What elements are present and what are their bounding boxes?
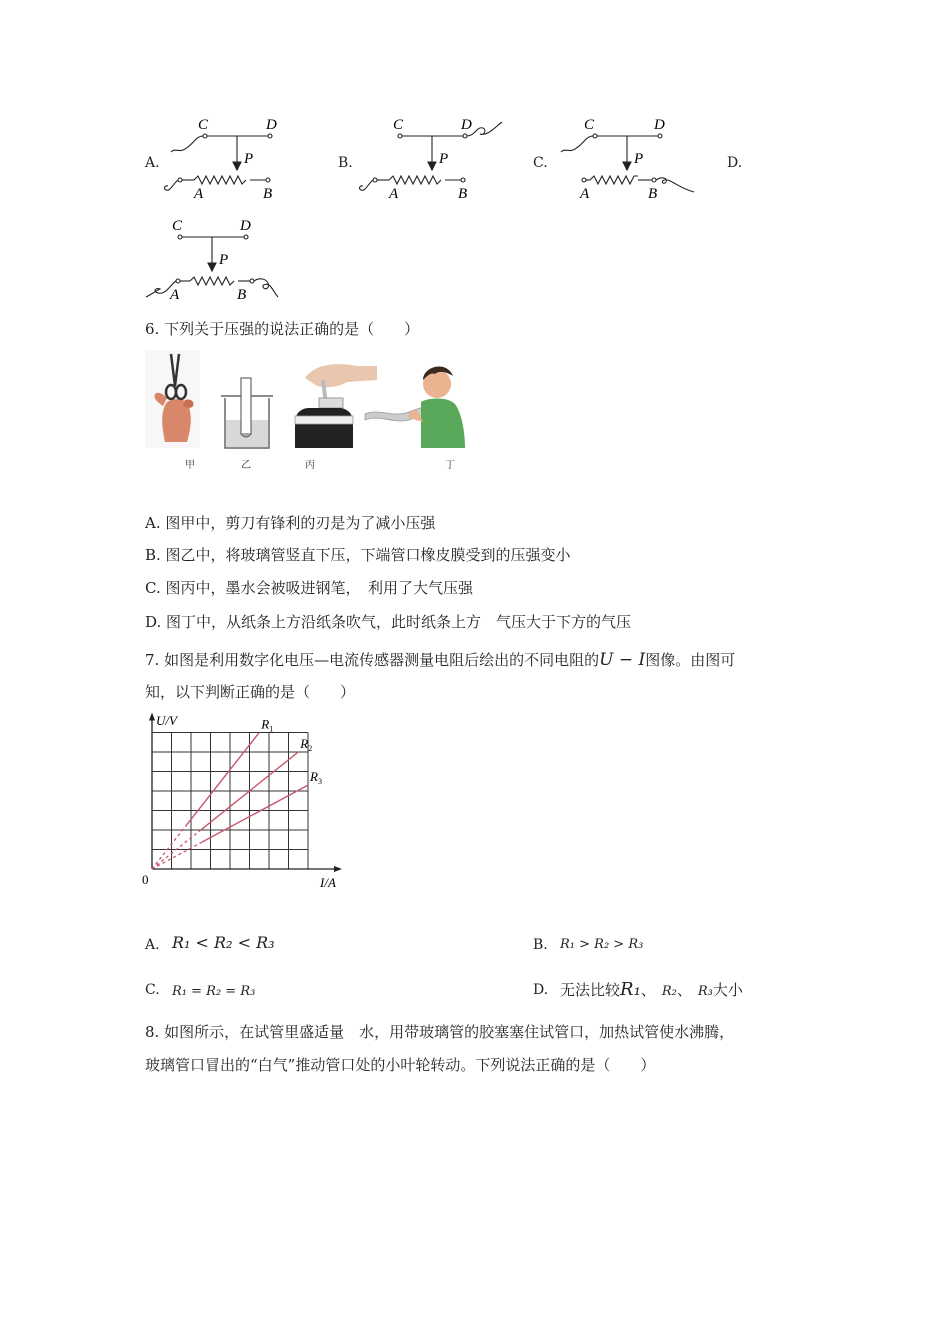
q7-option-d-text-b: 大小 — [712, 981, 743, 999]
q7-option-d-sep2: 、 — [676, 981, 692, 999]
series-label-r3: $R_3$ — [310, 769, 322, 787]
q6-option-a: A. 图甲中，剪刀有锋利的刃是为了减小压强 — [145, 514, 436, 532]
q8-line2: 玻璃管口冒出的“白气”推动管口处的小叶轮转动。下列说法正确的是（ ） — [145, 1056, 656, 1074]
q6-stem: 6. 下列关于压强的说法正确的是（ ） — [145, 320, 420, 338]
q5-d-label-d: D — [240, 218, 251, 234]
q5-b-label-c: C — [393, 117, 404, 133]
q5-b-label-d: D — [461, 117, 472, 133]
chart-xlabel: I/A — [320, 875, 336, 890]
q7-option-d-sep1: 、 — [640, 981, 656, 999]
scissors-hand-image — [145, 350, 200, 448]
series-line-r3 — [202, 785, 308, 842]
q6-caption-yi: 乙 — [241, 460, 251, 471]
series-label-r1: $R_1$ — [261, 716, 274, 734]
q7-stem-text-a: 7. 如图是利用数字化电压—电流传感器测量电阻后绘出的不同电阻的 — [145, 651, 600, 669]
q7-option-d-r2: R₂ — [661, 984, 677, 999]
q7-option-d-label: D. — [533, 982, 549, 998]
boy-blowing-paper-image — [365, 366, 465, 448]
beaker-tube-image — [221, 378, 273, 448]
q5-c-label-c: C — [584, 117, 595, 133]
q7-option-b-expr: R₁ > R₂ > R₃ — [560, 937, 644, 952]
chart-origin-label: 0 — [142, 872, 149, 887]
q6-option-d: D. 图丁中，从纸条上方沿纸条吹气，此时纸条上方 气压大于下方的气压 — [145, 613, 632, 631]
q7-option-b-label: B. — [533, 937, 548, 953]
q5-c-label-a: A — [580, 186, 590, 202]
q6-caption-bing: 丙 — [305, 460, 315, 471]
x-axis-arrow — [334, 866, 342, 872]
q5-a-label-p: P — [244, 151, 254, 167]
q7-option-c-expr: R₁ = R₂ = R₃ — [172, 984, 256, 999]
series-line-dashed-r3 — [152, 842, 202, 869]
q5-a-label-c: C — [198, 117, 209, 133]
q5-option-a-label: A. — [145, 155, 160, 171]
q5-b-label-p: P — [439, 151, 449, 167]
series-line-r2 — [199, 752, 298, 832]
chart-ylabel: U/V — [156, 713, 177, 728]
q7-stem-line1 — [145, 649, 735, 670]
q6-option-c: C. 图丙中，墨水会被吸进钢笔， 利用了大气压强 — [145, 579, 473, 597]
q5-c-label-b: B — [648, 186, 658, 202]
series-line-dashed-r1 — [152, 825, 186, 869]
q7-option-d-r3: R₃ — [697, 984, 713, 999]
q6-figure — [145, 350, 485, 475]
q8-line1: 8. 如图所示，在试管里盛适量 水，用带玻璃管的胶塞塞住试管口，加热试管使水沸腾， — [145, 1023, 735, 1041]
q7-stem-math: U − I — [599, 650, 646, 670]
q5-d-label-a: A — [170, 287, 180, 303]
q5-a-label-d: D — [266, 117, 277, 133]
q5-d-label-b: B — [237, 287, 247, 303]
q5-diagram-d — [140, 213, 290, 308]
q5-c-label-d: D — [654, 117, 665, 133]
q6-option-b: B. 图乙中，将玻璃管竖直下压，下端管口橡皮膜受到的压强变小 — [145, 546, 571, 564]
series-line-dashed-r2 — [152, 832, 199, 869]
series-label-r2: $R_2$ — [300, 736, 313, 753]
q7-ui-chart — [138, 707, 358, 892]
q7-option-d-text — [560, 979, 743, 1000]
y-axis-arrow — [149, 713, 155, 721]
q7-option-c-label: C. — [145, 982, 160, 998]
q5-diagram-c — [550, 112, 700, 207]
q7-option-d-text-a: 无法比较 — [560, 981, 621, 999]
chart-grid — [152, 733, 308, 870]
series-line-r1 — [186, 733, 259, 826]
q5-c-label-p: P — [634, 151, 644, 167]
q5-option-c-label: C. — [533, 155, 548, 171]
q5-b-label-b: B — [458, 186, 468, 202]
q5-d-label-c: C — [172, 218, 183, 234]
q7-option-a-expr: R₁ < R₂ < R₃ — [172, 933, 275, 952]
q5-d-label-p: P — [219, 252, 229, 268]
q5-a-label-b: B — [263, 186, 273, 202]
q6-caption-ding: 丁 — [445, 460, 455, 471]
q5-diagram-b — [355, 112, 515, 207]
chart-axes — [149, 713, 342, 873]
q5-option-d-label: D. — [727, 155, 743, 171]
ink-bottle-pen-image — [295, 364, 377, 448]
q5-option-b-label: B. — [338, 155, 353, 171]
q5-diagram-a — [160, 112, 300, 207]
q7-option-a-label: A. — [145, 937, 160, 953]
q5-a-label-a: A — [194, 186, 204, 202]
q5-b-label-a: A — [389, 186, 399, 202]
q7-stem-line2: 知，以下判断正确的是（ ） — [145, 683, 356, 701]
q7-stem-text-b: 图像。由图可 — [645, 651, 736, 669]
q6-caption-jia: 甲 — [185, 460, 195, 471]
q7-option-d-r1: R₁ — [620, 979, 641, 1000]
